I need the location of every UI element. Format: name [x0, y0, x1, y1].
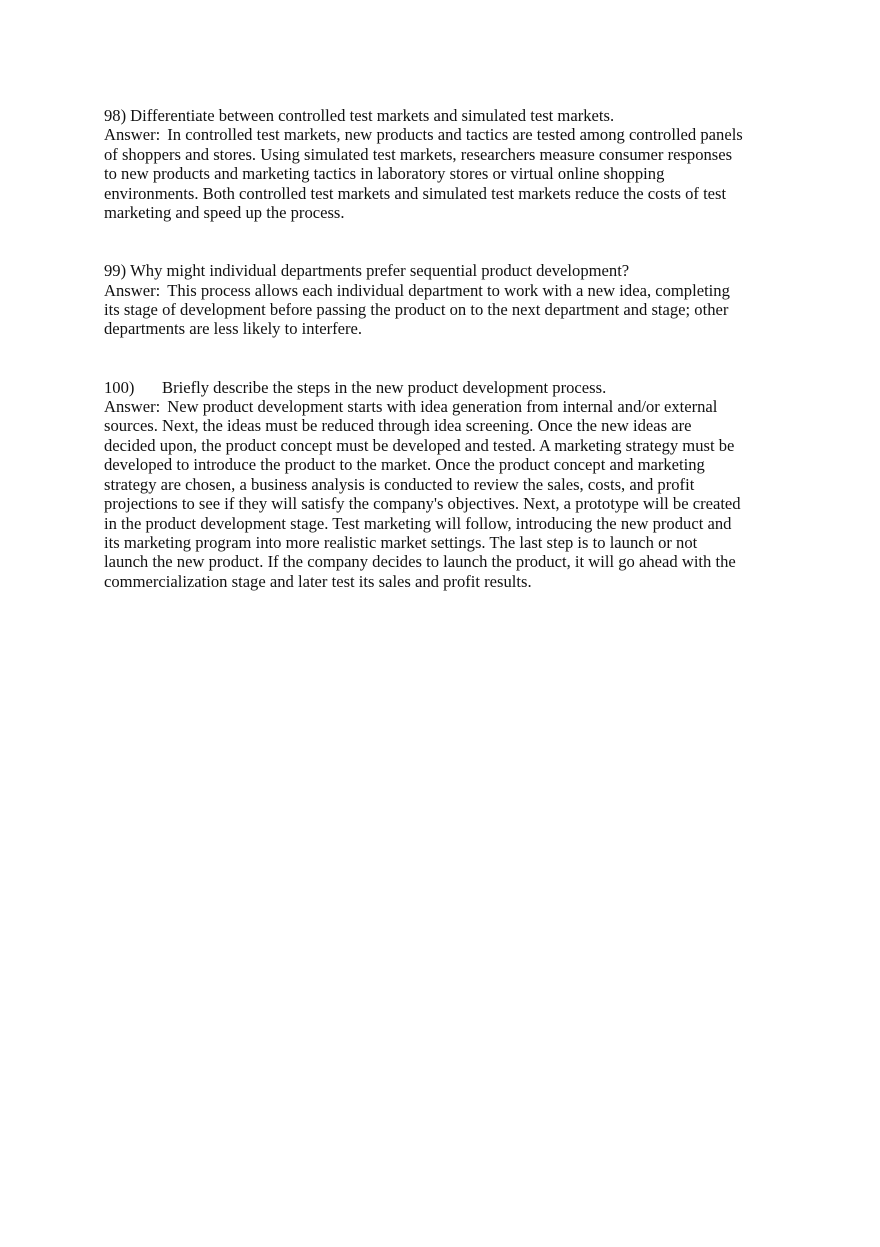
answer-line: decided upon, the product concept must be developed and tested. A marketing strategy must be — [104, 435, 735, 455]
answer-line: In controlled test markets, new products and tactics are tested among controlled panels — [167, 125, 743, 145]
answer-line: projections to see if they will satisfy the company's objectives. Next, a prototype will be created — [104, 494, 741, 514]
question-text — [104, 378, 784, 397]
answer-line: departments are less likely to interfere. — [104, 319, 363, 339]
answer-line: to new products and marketing tactics in laboratory stores or virtual online shopping — [104, 164, 665, 184]
answer-line: commercialization stage and later test its sales and profit results. — [104, 571, 532, 591]
answer-line: its marketing program into more realistic market settings. The last step is to launch or not — [104, 532, 698, 552]
document-page — [104, 106, 784, 591]
question-block-99 — [104, 261, 784, 339]
question-prompt: Briefly describe the steps in the new product development process. — [162, 377, 607, 397]
answer-line: sources. Next, the ideas must be reduced through idea screening. Once the new ideas are — [104, 416, 692, 436]
question-block-100 — [104, 378, 784, 591]
answer-line: strategy are chosen, a business analysis is conducted to review the sales, costs, and profit — [104, 474, 695, 494]
answer-line: its stage of development before passing the product on to the next department and stage; other — [104, 300, 729, 320]
answer-line: marketing and speed up the process. — [104, 203, 345, 223]
question-prompt: Why might individual departments prefer sequential product development? — [130, 261, 630, 281]
question-number: 98) — [104, 106, 127, 125]
answer-text — [104, 281, 784, 339]
answer-line: launch the new product. If the company decides to launch the product, it will go ahead with the — [104, 552, 736, 572]
answer-line: New product development starts with idea generation from internal and/or external — [167, 397, 718, 417]
question-block-98 — [104, 106, 784, 222]
answer-label: Answer: — [104, 280, 161, 300]
answer-label: Answer: — [104, 125, 161, 145]
answer-line: This process allows each individual department to work with a new idea, completing — [167, 280, 730, 300]
answer-line: in the product development stage. Test marketing will follow, introducing the new product and — [104, 513, 732, 533]
question-number: 99) — [104, 261, 127, 281]
question-number: 100) — [104, 377, 135, 397]
answer-text — [104, 397, 784, 591]
answer-line: of shoppers and stores. Using simulated test markets, researchers measure consumer responses — [104, 144, 733, 164]
answer-text — [104, 125, 784, 222]
question-text — [104, 261, 784, 280]
question-text — [104, 106, 784, 125]
answer-line: developed to introduce the product to the market. Once the product concept and marketing — [104, 455, 705, 475]
question-prompt: Differentiate between controlled test markets and simulated test markets. — [130, 106, 615, 125]
answer-label: Answer: — [104, 397, 161, 417]
answer-line: environments. Both controlled test markets and simulated test markets reduce the costs of test — [104, 183, 727, 203]
